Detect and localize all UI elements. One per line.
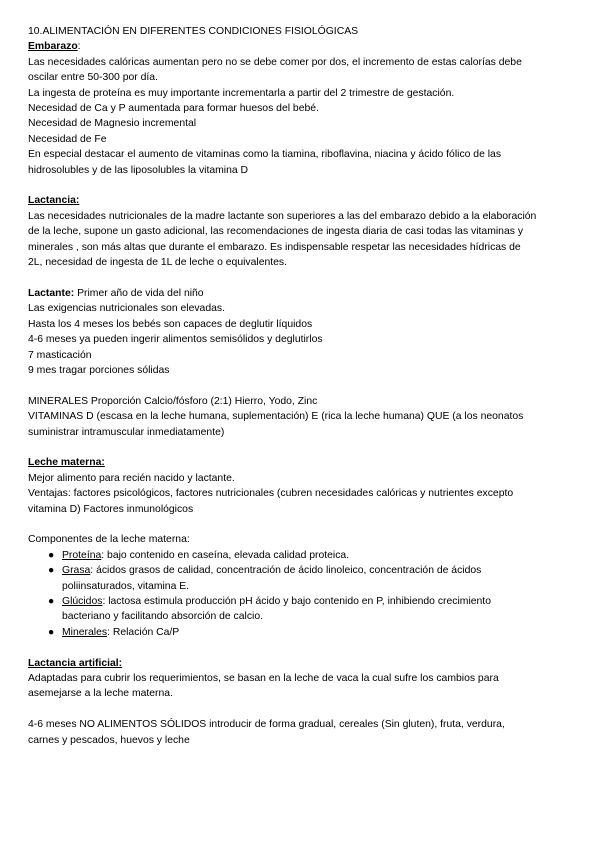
bullet-label: Glúcidos <box>62 595 103 607</box>
bullet-item <box>28 625 578 640</box>
lactancia-line: minerales , son más altas que durante el embarazo. Es indispensable respetar las necesidades hídricas de <box>28 241 521 253</box>
embarazo-line: Necesidad de Ca y P aumentada para formar huesos del bebé. <box>28 103 319 115</box>
lactante-line: 7 masticación <box>28 349 92 361</box>
lactante-heading: Lactante: <box>28 287 75 299</box>
paragraph-gap <box>28 440 578 455</box>
bullet-icon: ● <box>48 549 55 561</box>
lactancia-line: 2L, necesidad de ingesta de 1L de leche o equivalentes. <box>28 257 287 269</box>
vitaminas-line: suministrar intramuscular inmediatamente) <box>28 426 225 438</box>
lactancia-line: de la leche, supone un gasto adicional, las recomendaciones de ingesta diaria de casi todas las vitaminas y <box>28 226 524 238</box>
bullet-icon: ● <box>48 595 55 607</box>
lactante-line: Hasta los 4 meses los bebés son capaces de deglutir líquidos <box>28 318 313 330</box>
bullet-item <box>28 563 578 578</box>
embarazo-line: oscilar entre 50-300 por día. <box>28 72 158 84</box>
bullet-icon: ● <box>48 626 55 638</box>
embarazo-line: hidrosolubles y de las liposolubles la vitamina D <box>28 164 249 176</box>
bullet-label: Grasa <box>62 565 91 577</box>
bullet-text: : bajo contenido en caseína, elevada calidad proteica. <box>101 549 350 561</box>
paragraph-gap <box>28 378 578 393</box>
paragraph-gap <box>28 640 578 655</box>
lactante-line: 9 mes tragar porciones sólidas <box>28 364 170 376</box>
paragraph-gap <box>28 702 578 717</box>
vitaminas-line: VITAMINAS D (escasa en la leche humana, suplementación) E (rica la leche humana) QUE (a los neonatos <box>28 411 524 423</box>
bullet-continuation: bacteriano y facilitando absorción de calcio. <box>62 611 264 623</box>
bullet-text: : lactosa estimula producción pH ácido y bajo contenido en P, inhibiendo crecimiento <box>102 595 491 607</box>
embarazo-line: En especial destacar el aumento de vitaminas como la tiamina, riboflavina, niacina y ácido fólico de las <box>28 149 502 161</box>
lactante-line: Las exigencias nutricionales son elevadas. <box>28 303 225 315</box>
bullet-item <box>28 548 578 563</box>
embarazo-heading: Embarazo <box>28 41 78 53</box>
leche-line: vitamina D) Factores inmunológicos <box>28 503 194 515</box>
leche-heading: Leche materna: <box>28 457 105 469</box>
final-line: carnes y pescados, huevos y leche <box>28 734 190 746</box>
artificial-line: asemejarse a la leche materna. <box>28 688 173 700</box>
componentes-intro: Componentes de la leche materna: <box>28 534 190 546</box>
artificial-heading: Lactancia artificial: <box>28 657 123 669</box>
lactante-heading-rest: Primer año de vida del niño <box>74 287 204 299</box>
bullet-text: : Relación Ca/P <box>107 626 180 638</box>
embarazo-colon: : <box>77 41 81 53</box>
bullet-label: Proteína <box>62 549 102 561</box>
paragraph-gap <box>28 270 578 285</box>
embarazo-line: Necesidad de Magnesio incremental <box>28 118 197 130</box>
lactante-heading-line <box>28 286 578 301</box>
embarazo-line: Necesidad de Fe <box>28 133 107 145</box>
paragraph-gap <box>28 178 578 193</box>
bullet-label: Minerales <box>62 626 108 638</box>
bullet-continuation: poliinsaturados, vitamina E. <box>62 580 190 592</box>
leche-line: Ventajas: factores psicológicos, factores nutricionales (cubren necesidades calóricas y nutrientes excepto <box>28 488 514 500</box>
document-page <box>28 24 578 748</box>
final-line: 4-6 meses NO ALIMENTOS SÓLIDOS introducir de forma gradual, cereales (Sin gluten), fruta, verdura, <box>28 719 505 731</box>
embarazo-line: Las necesidades calóricas aumentan pero no se debe comer por dos, el incremento de estas calorías debe <box>28 56 522 68</box>
document-title: 10.ALIMENTACIÓN EN DIFERENTES CONDICIONES FISIOLÓGICAS <box>28 26 359 37</box>
lactancia-line: Las necesidades nutricionales de la madre lactante son superiores a las del embarazo debido a la elaboración <box>28 210 537 222</box>
bullet-text: : ácidos grasos de calidad, concentración de ácido linoleico, concentración de ácidos <box>90 565 482 577</box>
lactancia-heading: Lactancia: <box>28 195 80 207</box>
lactante-line: 4-6 meses ya pueden ingerir alimentos semisólidos y deglutirlos <box>28 334 323 346</box>
leche-line: Mejor alimento para recién nacido y lactante. <box>28 472 235 484</box>
paragraph-gap <box>28 517 578 532</box>
minerales-line: MINERALES Proporción Calcio/fósforo (2:1) Hierro, Yodo, Zinc <box>28 395 318 407</box>
bullet-item <box>28 594 578 609</box>
embarazo-line: La ingesta de proteína es muy importante incrementarla a partir del 2 trimestre de gestación. <box>28 87 455 99</box>
artificial-line: Adaptadas para cubrir los requerimientos, se basan en la leche de vaca la cual sufre los cambios para <box>28 672 499 684</box>
bullet-icon: ● <box>48 565 55 577</box>
embarazo-heading-line <box>28 39 578 54</box>
